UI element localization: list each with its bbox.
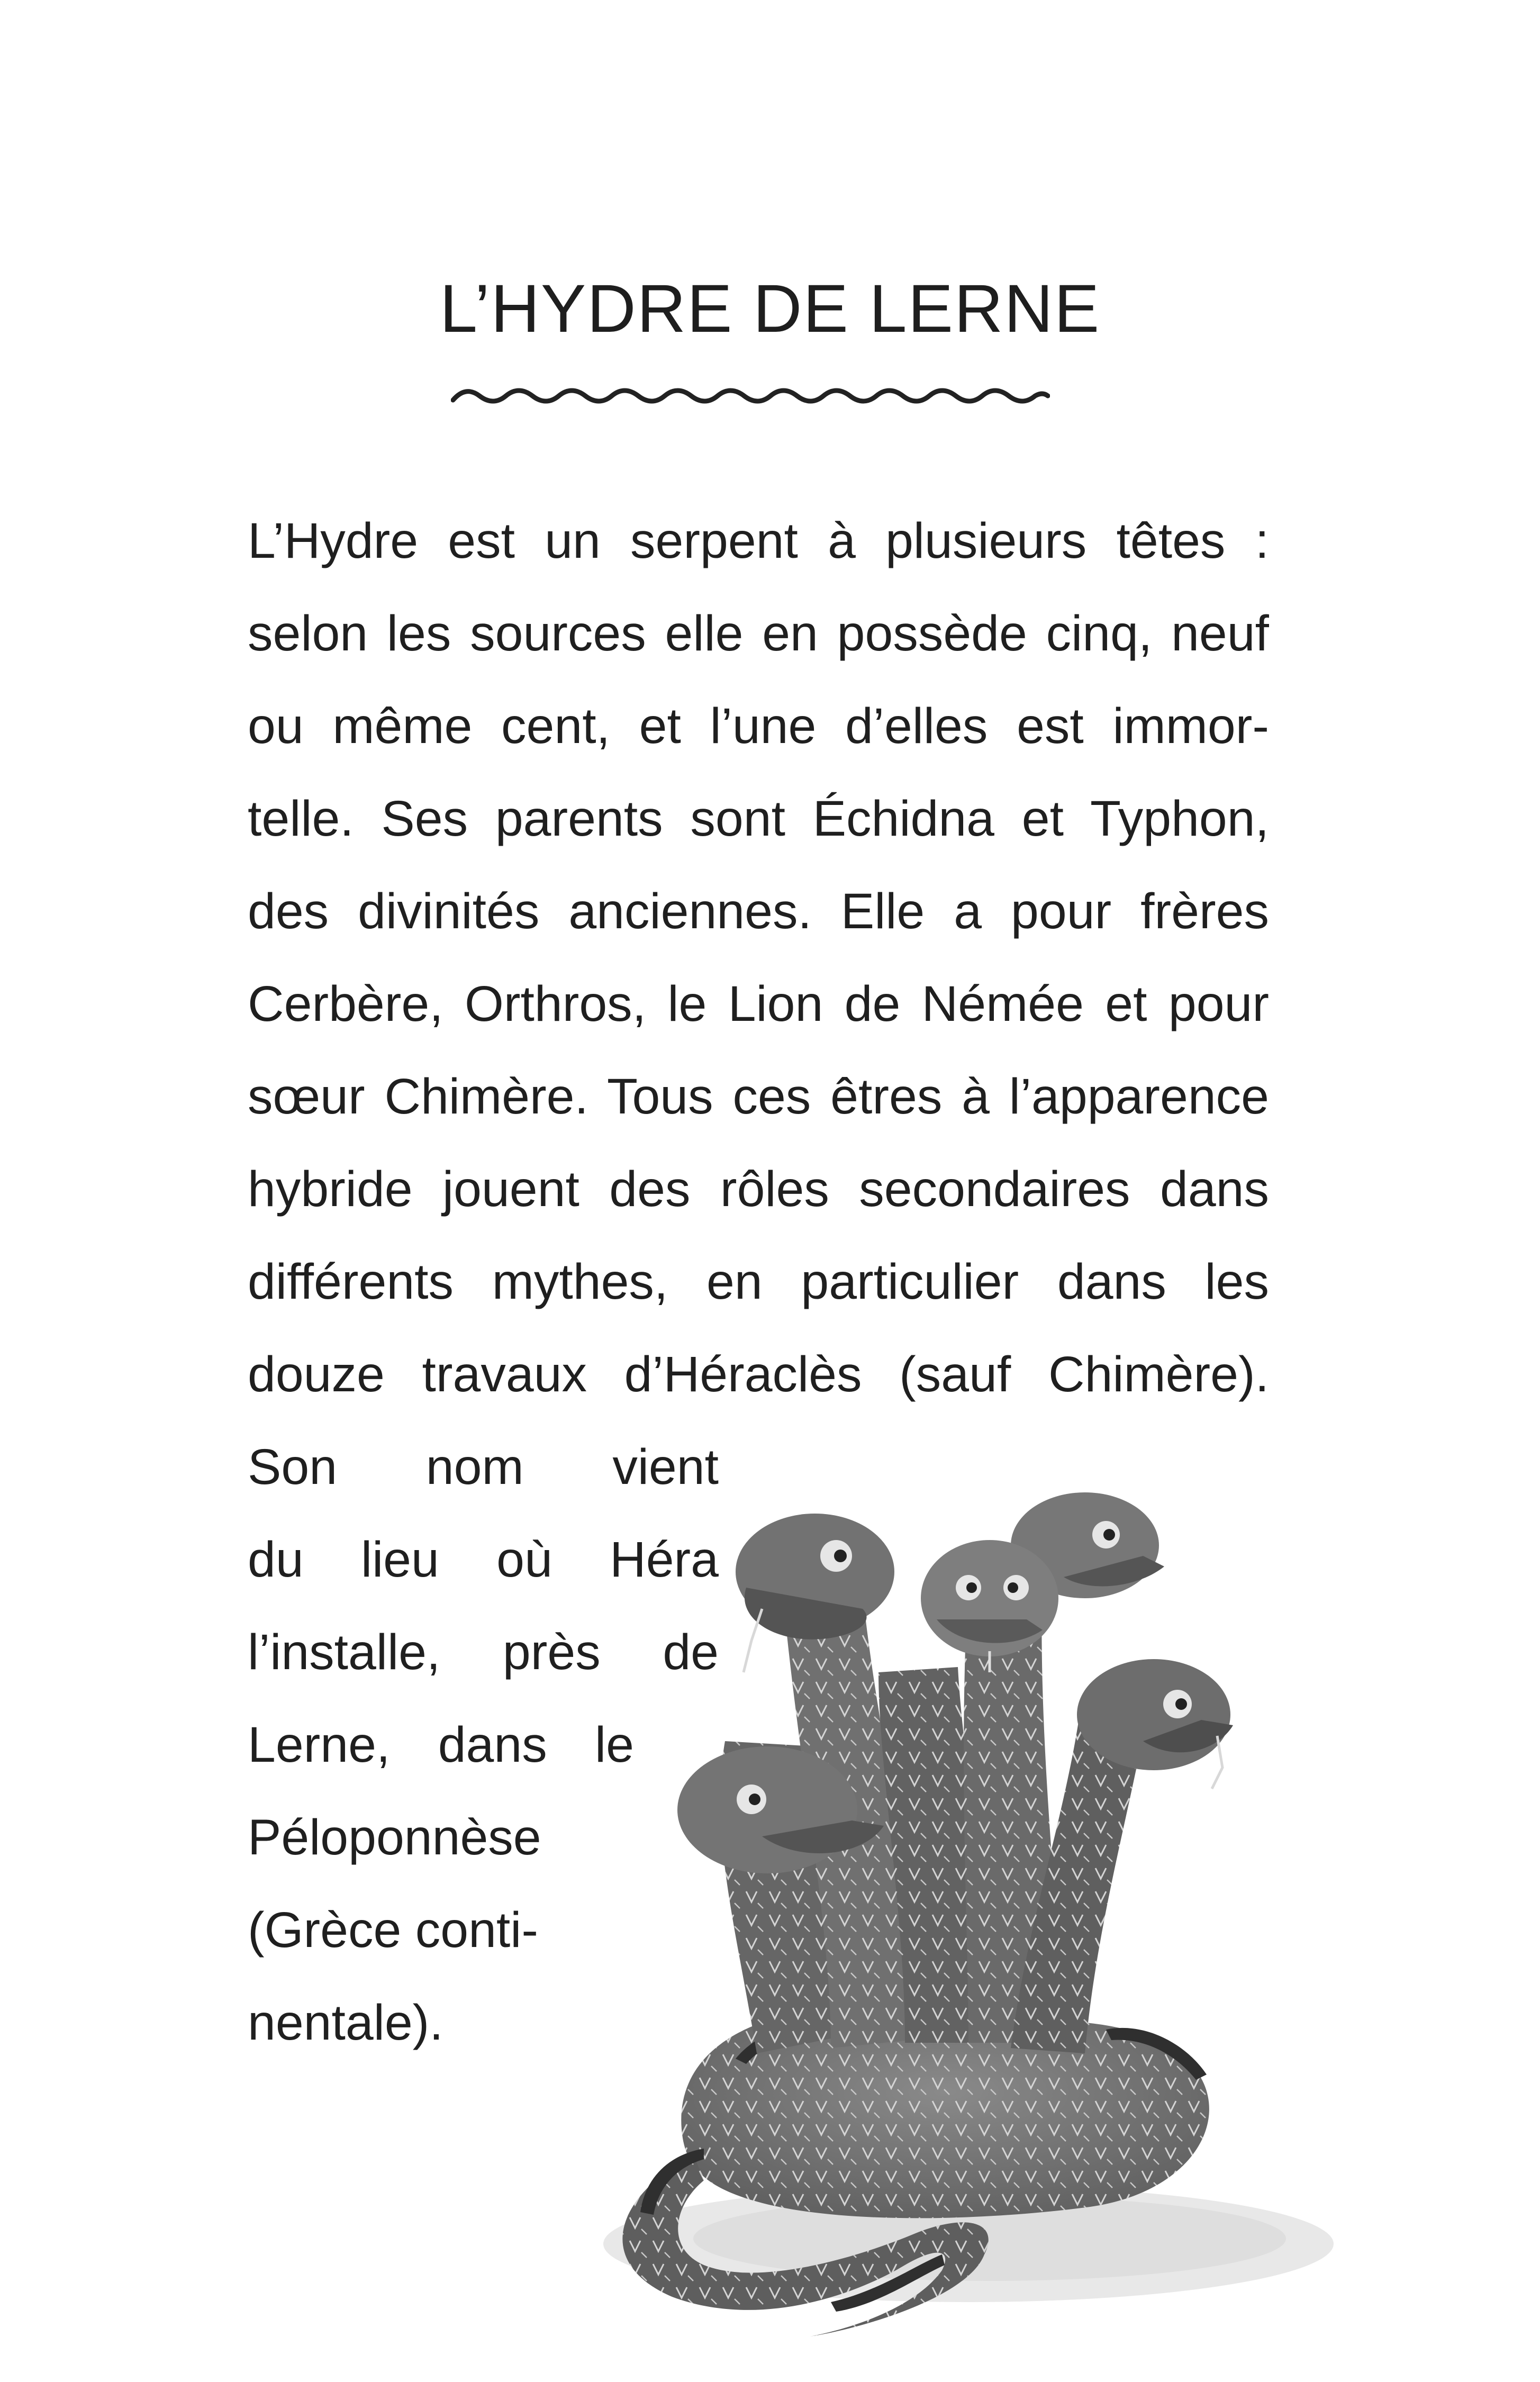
wrapped-line: (Grèce conti-: [248, 1902, 539, 1958]
paragraph-line: ou même cent, et l’une d’elles est immor-: [248, 698, 1269, 754]
paragraph-line: douze travaux d’Héraclès (sauf Chimère).: [248, 1346, 1269, 1402]
wrapped-line: Lerne, dans le: [248, 1717, 634, 1773]
paragraph-line: Cerbère, Orthros, le Lion de Némée et pour: [248, 976, 1269, 1032]
paragraph-line: telle. Ses parents sont Échidna et Typhon,: [248, 791, 1269, 847]
paragraph-line: L’Hydre est un serpent à plusieurs têtes :: [248, 513, 1269, 569]
wrapped-line: l’installe, près de: [248, 1624, 719, 1680]
page-title: L’HYDRE DE LERNE: [439, 271, 1101, 347]
wrapped-line: du lieu où Héra: [248, 1532, 719, 1588]
hydra-illustration: [535, 1397, 1344, 2339]
wrapped-line: Péloponnèse: [248, 1809, 541, 1865]
paragraph-line: différents mythes, en particulier dans les: [248, 1254, 1269, 1310]
paragraph-line: hybride jouent des rôles secondaires dans: [248, 1161, 1269, 1217]
paragraph-line: selon les sources elle en possède cinq, neuf: [248, 605, 1269, 662]
wrapped-line: nentale).: [248, 1995, 443, 2051]
wave-divider-ornament: [451, 380, 1050, 417]
main-paragraph: [248, 495, 1269, 1421]
paragraph-line: des divinités anciennes. Elle a pour frères: [248, 883, 1269, 939]
paragraph-line: sœur Chimère. Tous ces êtres à l’apparence: [248, 1068, 1269, 1125]
wrapped-line: Son nom vient: [248, 1439, 719, 1495]
